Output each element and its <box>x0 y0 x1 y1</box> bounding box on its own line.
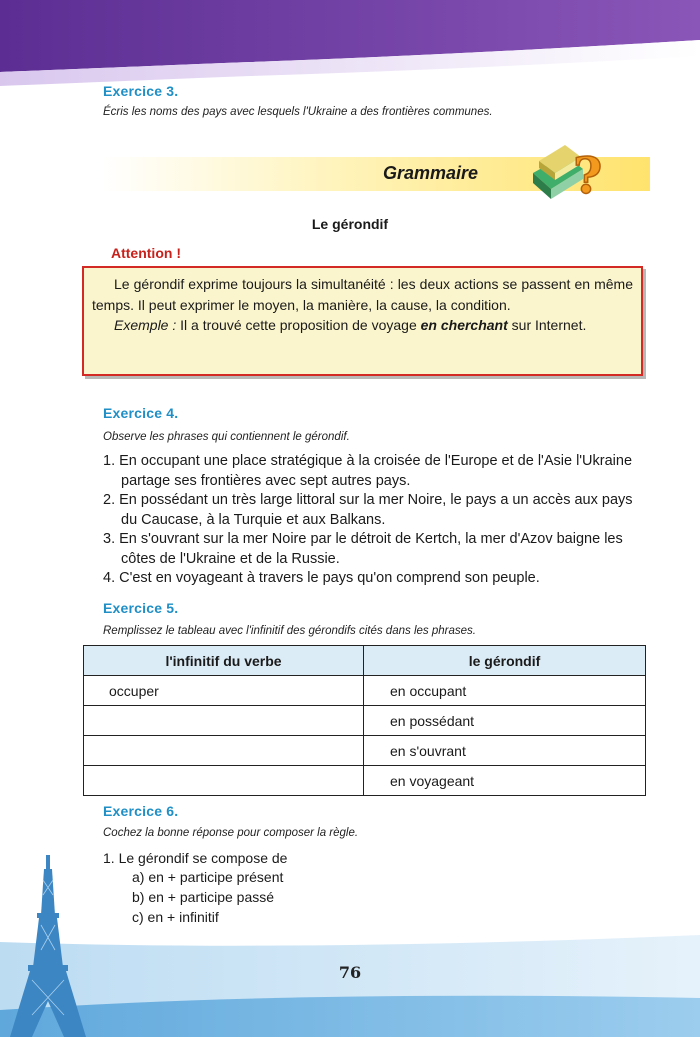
example-text-before: Il a trouvé cette proposition de voyage <box>176 317 421 333</box>
gerund-cell: en s'ouvrant <box>364 736 646 766</box>
table-row <box>84 676 646 706</box>
option-c[interactable]: c) en + infinitif <box>132 909 219 925</box>
option-a[interactable]: a) en + participe présent <box>132 869 284 885</box>
gerund-cell: en voyageant <box>364 766 646 796</box>
lesson-subtitle: Le gérondif <box>311 216 389 232</box>
rule-box <box>82 266 643 376</box>
rule-example <box>92 315 633 336</box>
infinitive-cell[interactable] <box>84 706 364 736</box>
page-number: 76 <box>338 963 362 982</box>
table-row <box>84 766 646 796</box>
header-band <box>0 0 700 90</box>
exercise-5-instruction: Remplissez le tableau avec l'infinitif des gérondifs cités dans les phrases. <box>103 625 476 637</box>
gerund-table <box>83 645 646 796</box>
svg-text:?: ? <box>573 146 603 205</box>
footer-band <box>0 930 700 1037</box>
exercise-4-instruction: Observe les phrases qui contiennent le gérondif. <box>103 431 350 443</box>
attention-label: Attention ! <box>111 245 181 261</box>
exercise-6-question: 1. Le gérondif se compose de <box>103 850 288 866</box>
infinitive-cell[interactable] <box>84 766 364 796</box>
header-gerund: le gérondif <box>364 646 646 676</box>
infinitive-cell[interactable]: occuper <box>84 676 364 706</box>
infinitive-cell[interactable] <box>84 736 364 766</box>
exercise-3-title: Exercice 3. <box>103 83 179 99</box>
eiffel-tower-icon <box>8 855 88 1037</box>
example-bold: en cherchant <box>420 317 508 333</box>
option-b[interactable]: b) en + participe passé <box>132 889 275 905</box>
table-row <box>84 736 646 766</box>
table-row <box>84 706 646 736</box>
exercise-4-title: Exercice 4. <box>103 405 179 421</box>
sentence-list <box>103 452 648 589</box>
list-item: 3. En s'ouvrant sur la mer Noire par le détroit de Kertch, la mer d'Azov baigne les côtes de l'Ukraine et de la Russie. <box>103 531 623 567</box>
books-question-icon <box>525 133 610 213</box>
exercise-6-title: Exercice 6. <box>103 803 179 819</box>
example-text-after: sur Internet. <box>507 317 587 333</box>
gerund-cell: en occupant <box>364 676 646 706</box>
list-item: 2. En possédant un très large littoral sur la mer Noire, le pays a un accès aux pays du Caucase, à la Turquie et aux Balkans. <box>103 492 633 528</box>
gerund-cell: en possédant <box>364 706 646 736</box>
example-label: Exemple : <box>114 317 177 333</box>
table-header-row <box>84 646 646 676</box>
grammar-banner-title: Grammaire <box>382 163 478 183</box>
list-item: 1. En occupant une place stratégique à la croisée de l'Europe et de l'Asie l'Ukraine partage ses frontières avec sept autres pays. <box>103 453 633 489</box>
exercise-3-instruction: Écris les noms des pays avec lesquels l'Ukraine a des frontières communes. <box>103 106 493 118</box>
exercise-6-instruction: Cochez la bonne réponse pour composer la règle. <box>103 827 359 839</box>
exercise-5-title: Exercice 5. <box>103 600 179 616</box>
header-infinitive: l'infinitif du verbe <box>84 646 364 676</box>
list-item: 4. C'est en voyageant à travers le pays qu'on comprend son peuple. <box>103 570 540 586</box>
rule-text: Le gérondif exprime toujours la simultanéité : les deux actions se passent en même temps. Il peut exprimer le moyen, la manière, la cause, la condition. <box>92 276 633 313</box>
